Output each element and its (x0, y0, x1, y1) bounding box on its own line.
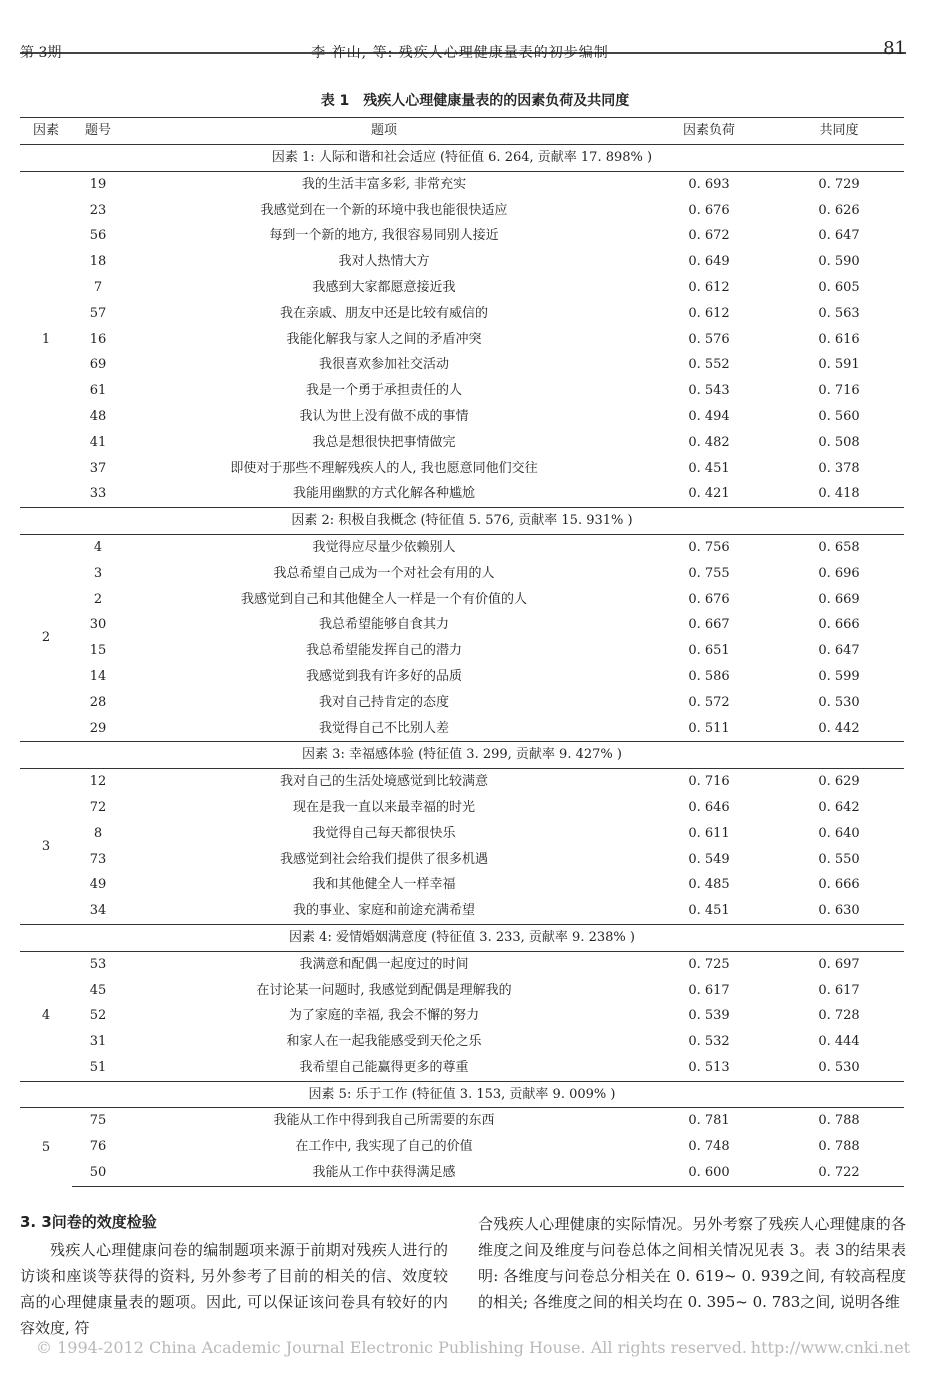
item-number-cell: 61 (89, 383, 107, 399)
communality-cell: 0. 444 (818, 1034, 860, 1050)
communality-cell: 0. 629 (818, 774, 860, 790)
loading-cell: 0. 451 (688, 903, 730, 919)
paragraph: 合残疾人心理健康的实际情况。另外考察了残疾人心理健康的各维度之间及维度与问卷总体之间相关情况见表 3。表 3的结果表明: 各维度与问卷总分相关在 0. 619~ 0. 939之间, 有较高程度的相关; 各维度之间的相关均在 0. 395~ 0. 783之间, 说明各维 (478, 1215, 906, 1311)
body-column-right (478, 1211, 906, 1315)
loading-cell: 0. 693 (688, 176, 730, 192)
item-text-cell: 我在亲戚、朋友中还是比较有威信的 (279, 305, 488, 321)
footer-url: http://www.cnki.net (750, 1338, 910, 1357)
table-row (20, 534, 904, 560)
copyright-text: © 1994-2012 China Academic Journal Electronic Publishing House. All rights reserved. (36, 1338, 747, 1357)
communality-cell: 0. 626 (818, 202, 860, 218)
table-row (20, 638, 904, 664)
item-number-cell: 37 (89, 460, 107, 476)
item-text-cell: 我对自己的生活处境感觉到比较满意 (279, 774, 488, 790)
table-row (20, 769, 904, 795)
loading-cell: 0. 755 (688, 565, 730, 581)
item-text-cell: 我对自己持肯定的态度 (318, 694, 449, 710)
table-row (20, 1003, 904, 1029)
factor-header: 因素 2: 积极自我概念 (特征值 5. 576, 贡献率 15. 931% ) (20, 508, 904, 535)
communality-cell: 0. 563 (818, 305, 860, 321)
factor-header-row (20, 1081, 904, 1108)
item-number-cell: 41 (89, 434, 107, 450)
table-row (20, 847, 904, 873)
loading-cell: 0. 781 (688, 1113, 730, 1129)
table-row (20, 690, 904, 716)
table-row (20, 898, 904, 924)
running-header (20, 12, 906, 61)
item-number-cell: 14 (89, 668, 107, 684)
communality-cell: 0. 560 (818, 408, 860, 424)
column-header-item-number: 题号 (72, 118, 124, 145)
loading-cell: 0. 485 (688, 877, 730, 893)
loading-cell: 0. 756 (688, 539, 730, 555)
table-row (20, 795, 904, 821)
loading-cell: 0. 511 (688, 720, 730, 736)
item-text-cell: 我觉得应尽量少依赖别人 (312, 539, 456, 555)
loading-cell: 0. 576 (688, 331, 730, 347)
table-row (20, 1160, 904, 1186)
column-header-communality: 共同度 (774, 118, 904, 145)
item-text-cell: 我很喜欢参加社交活动 (318, 357, 449, 373)
factor-id-cell: 5 (41, 1139, 51, 1155)
table-row (20, 1029, 904, 1055)
loading-cell: 0. 748 (688, 1139, 730, 1155)
factor-header: 因素 5: 乐于工作 (特征值 3. 153, 贡献率 9. 009% ) (20, 1081, 904, 1108)
item-text-cell: 我希望自己能赢得更多的尊重 (299, 1059, 469, 1075)
table-row (20, 223, 904, 249)
communality-cell: 0. 722 (774, 1160, 904, 1186)
item-number-cell: 2 (93, 591, 103, 607)
item-text-cell: 我总希望能够自食其力 (318, 617, 449, 633)
item-text-cell: 我能从工作中得到我自己所需要的东西 (273, 1113, 495, 1129)
loading-cell: 0. 513 (688, 1059, 730, 1075)
item-number-cell: 16 (89, 331, 107, 347)
table-row (20, 301, 904, 327)
item-number-cell: 49 (89, 877, 107, 893)
item-text-cell: 我满意和配偶一起度过的时间 (299, 956, 469, 972)
communality-cell: 0. 788 (818, 1139, 860, 1155)
item-number-cell: 7 (93, 279, 103, 295)
column-header-factor: 因素 (20, 118, 72, 145)
item-number-cell: 72 (89, 799, 107, 815)
communality-cell: 0. 530 (818, 1059, 860, 1075)
loading-cell: 0. 667 (688, 617, 730, 633)
table-row (20, 716, 904, 742)
communality-cell: 0. 647 (818, 228, 860, 244)
item-text-cell: 我能从工作中获得满足感 (124, 1160, 644, 1186)
communality-cell: 0. 418 (818, 486, 860, 502)
body-column-left (20, 1237, 448, 1341)
item-number-cell: 53 (89, 956, 107, 972)
table-row (20, 1108, 904, 1134)
loading-cell: 0. 586 (688, 668, 730, 684)
factor-header: 因素 4: 爱情婚姻满意度 (特征值 3. 233, 贡献率 9. 238% ) (20, 924, 904, 951)
table-row (20, 456, 904, 482)
table-row (20, 171, 904, 197)
item-text-cell: 即使对于那些不理解残疾人的人, 我也愿意同他们交往 (230, 460, 538, 476)
item-text-cell: 我认为世上没有做不成的事情 (299, 408, 469, 424)
item-number-cell: 18 (89, 254, 107, 270)
loading-cell: 0. 543 (688, 383, 730, 399)
table-row (20, 664, 904, 690)
item-text-cell: 我能化解我与家人之间的矛盾冲突 (286, 331, 482, 347)
communality-cell: 0. 788 (818, 1113, 860, 1129)
factor-loading-table (20, 117, 904, 1187)
loading-cell: 0. 451 (688, 460, 730, 476)
communality-cell: 0. 605 (818, 279, 860, 295)
item-number-cell: 31 (89, 1034, 107, 1050)
table-row (20, 275, 904, 301)
communality-cell: 0. 591 (818, 357, 860, 373)
page-number: 81 (883, 38, 906, 59)
section-title: 3. 3问卷的效度检验 (20, 1213, 157, 1231)
item-number-cell: 76 (89, 1139, 107, 1155)
table-row (20, 198, 904, 224)
factor-header-row (20, 508, 904, 535)
item-number-cell: 45 (89, 982, 107, 998)
factor-header: 因素 3: 幸福感体验 (特征值 3. 299, 贡献率 9. 427% ) (20, 742, 904, 769)
table-row (20, 404, 904, 430)
item-text-cell: 我对人热情大方 (338, 254, 430, 270)
item-text-cell: 我是一个勇于承担责任的人 (305, 383, 462, 399)
table-caption: 表 1 残疾人心理健康量表的的因素负荷及共同度 (320, 93, 630, 109)
loading-cell: 0. 649 (688, 254, 730, 270)
item-number-cell: 56 (89, 228, 107, 244)
item-number-cell: 23 (89, 202, 107, 218)
item-text-cell: 我感觉到在一个新的环境中我也能很快适应 (260, 202, 508, 218)
table-body (20, 145, 904, 1187)
communality-cell: 0. 640 (818, 825, 860, 841)
item-text-cell: 我能用幽默的方式化解各种尴尬 (292, 486, 475, 502)
column-header-item: 题项 (124, 118, 644, 145)
item-text-cell: 我觉得自己每天都很快乐 (312, 825, 456, 841)
communality-cell: 0. 697 (818, 956, 860, 972)
table-row (20, 430, 904, 456)
loading-cell: 0. 421 (688, 486, 730, 502)
item-number-cell: 12 (89, 774, 107, 790)
loading-cell: 0. 612 (688, 305, 730, 321)
table-row (20, 327, 904, 353)
item-number-cell: 34 (89, 903, 107, 919)
loading-cell: 0. 611 (688, 825, 730, 841)
loading-cell: 0. 676 (688, 591, 730, 607)
item-number-cell: 50 (72, 1160, 124, 1186)
loading-cell: 0. 494 (688, 408, 730, 424)
item-text-cell: 我感到大家都愿意接近我 (312, 279, 456, 295)
item-text-cell: 我感觉到社会给我们提供了很多机遇 (279, 851, 488, 867)
loading-cell: 0. 482 (688, 434, 730, 450)
table-header-row (20, 118, 904, 145)
item-number-cell: 3 (93, 565, 103, 581)
item-text-cell: 我总希望自己成为一个对社会有用的人 (273, 565, 495, 581)
loading-cell: 0. 617 (688, 982, 730, 998)
item-number-cell: 51 (89, 1059, 107, 1075)
communality-cell: 0. 530 (818, 694, 860, 710)
item-number-cell: 57 (89, 305, 107, 321)
communality-cell: 0. 669 (818, 591, 860, 607)
item-text-cell: 为了家庭的幸福, 我会不懈的努力 (288, 1008, 480, 1024)
column-header-loading: 因素负荷 (644, 118, 774, 145)
loading-cell: 0. 612 (688, 279, 730, 295)
table-row (20, 587, 904, 613)
loading-cell: 0. 716 (688, 774, 730, 790)
communality-cell: 0. 716 (818, 383, 860, 399)
item-text-cell: 每到一个新的地方, 我很容易同别人接近 (269, 228, 499, 244)
loading-cell: 0. 549 (688, 851, 730, 867)
item-text-cell: 我总是想很快把事情做完 (312, 434, 456, 450)
item-text-cell: 我的事业、家庭和前途充满希望 (292, 903, 475, 919)
table-row (20, 249, 904, 275)
item-number-cell: 30 (89, 617, 107, 633)
factor-header-row (20, 145, 904, 172)
loading-cell: 0. 676 (688, 202, 730, 218)
copyright-footer (36, 1338, 910, 1357)
loading-cell: 0. 552 (688, 357, 730, 373)
communality-cell: 0. 599 (818, 668, 860, 684)
item-text-cell: 在工作中, 我实现了自己的价值 (295, 1139, 473, 1155)
item-text-cell: 我的生活丰富多彩, 非常充实 (301, 176, 467, 192)
item-number-cell: 48 (89, 408, 107, 424)
communality-cell: 0. 508 (818, 434, 860, 450)
running-title: 李 祚山, 等: 残疾人心理健康量表的初步编制 (311, 45, 609, 61)
communality-cell: 0. 696 (818, 565, 860, 581)
loading-cell: 0. 572 (688, 694, 730, 710)
table-row (20, 612, 904, 638)
factor-id-cell: 4 (41, 1008, 51, 1024)
table-row (20, 352, 904, 378)
loading-cell: 0. 532 (688, 1034, 730, 1050)
communality-cell: 0. 442 (818, 720, 860, 736)
item-text-cell: 我觉得自己不比别人差 (318, 720, 449, 736)
table-row (20, 821, 904, 847)
communality-cell: 0. 630 (818, 903, 860, 919)
factor-header-row (20, 924, 904, 951)
issue-number: 第 3期 (20, 45, 62, 61)
loading-cell: 0. 600 (644, 1160, 774, 1186)
loading-cell: 0. 672 (688, 228, 730, 244)
item-number-cell: 29 (89, 720, 107, 736)
loading-cell: 0. 646 (688, 799, 730, 815)
paragraph: 残疾人心理健康问卷的编制题项来源于前期对残疾人进行的访谈和座谈等获得的资料, 另外参考了目前的相关的信、效度较高的心理健康量表的题项。因此, 可以保证该问卷具有较好的内容效度, 符 (20, 1241, 448, 1337)
item-text-cell: 我感觉到自己和其他健全人一样是一个有价值的人 (240, 591, 527, 607)
loading-cell: 0. 725 (688, 956, 730, 972)
table-row (20, 951, 904, 977)
table-row (20, 1134, 904, 1160)
communality-cell: 0. 658 (818, 539, 860, 555)
factor-id-cell: 1 (41, 331, 51, 347)
item-number-cell: 52 (89, 1008, 107, 1024)
table-row (20, 561, 904, 587)
item-text-cell: 我总希望能发挥自己的潜力 (305, 643, 462, 659)
item-text-cell: 我感觉到我有许多好的品质 (305, 668, 462, 684)
loading-cell: 0. 651 (688, 643, 730, 659)
item-number-cell: 4 (93, 539, 103, 555)
item-text-cell: 现在是我一直以来最幸福的时光 (292, 799, 475, 815)
communality-cell: 0. 378 (818, 460, 860, 476)
communality-cell: 0. 666 (818, 617, 860, 633)
communality-cell: 0. 729 (818, 176, 860, 192)
table-row (20, 872, 904, 898)
table-row (20, 481, 904, 507)
factor-id-cell: 2 (41, 630, 51, 646)
table-row (20, 1055, 904, 1081)
table-row (20, 378, 904, 404)
item-number-cell: 19 (89, 176, 107, 192)
communality-cell: 0. 590 (818, 254, 860, 270)
table-row (20, 978, 904, 1004)
factor-id-cell: 3 (41, 838, 51, 854)
item-number-cell: 28 (89, 694, 107, 710)
communality-cell: 0. 550 (818, 851, 860, 867)
loading-cell: 0. 539 (688, 1008, 730, 1024)
factor-header-row (20, 742, 904, 769)
item-number-cell: 69 (89, 357, 107, 373)
communality-cell: 0. 647 (818, 643, 860, 659)
item-text-cell: 和家人在一起我能感受到天伦之乐 (286, 1034, 482, 1050)
item-text-cell: 在讨论某一问题时, 我感觉到配偶是理解我的 (256, 982, 512, 998)
item-number-cell: 15 (89, 643, 107, 659)
communality-cell: 0. 728 (818, 1008, 860, 1024)
communality-cell: 0. 617 (818, 982, 860, 998)
communality-cell: 0. 666 (818, 877, 860, 893)
factor-header: 因素 1: 人际和谐和社会适应 (特征值 6. 264, 贡献率 17. 898% ) (20, 145, 904, 172)
item-number-cell: 8 (93, 825, 103, 841)
item-number-cell: 73 (89, 851, 107, 867)
item-text-cell: 我和其他健全人一样幸福 (312, 877, 456, 893)
item-number-cell: 75 (89, 1113, 107, 1129)
item-number-cell: 33 (89, 486, 107, 502)
communality-cell: 0. 616 (818, 331, 860, 347)
communality-cell: 0. 642 (818, 799, 860, 815)
